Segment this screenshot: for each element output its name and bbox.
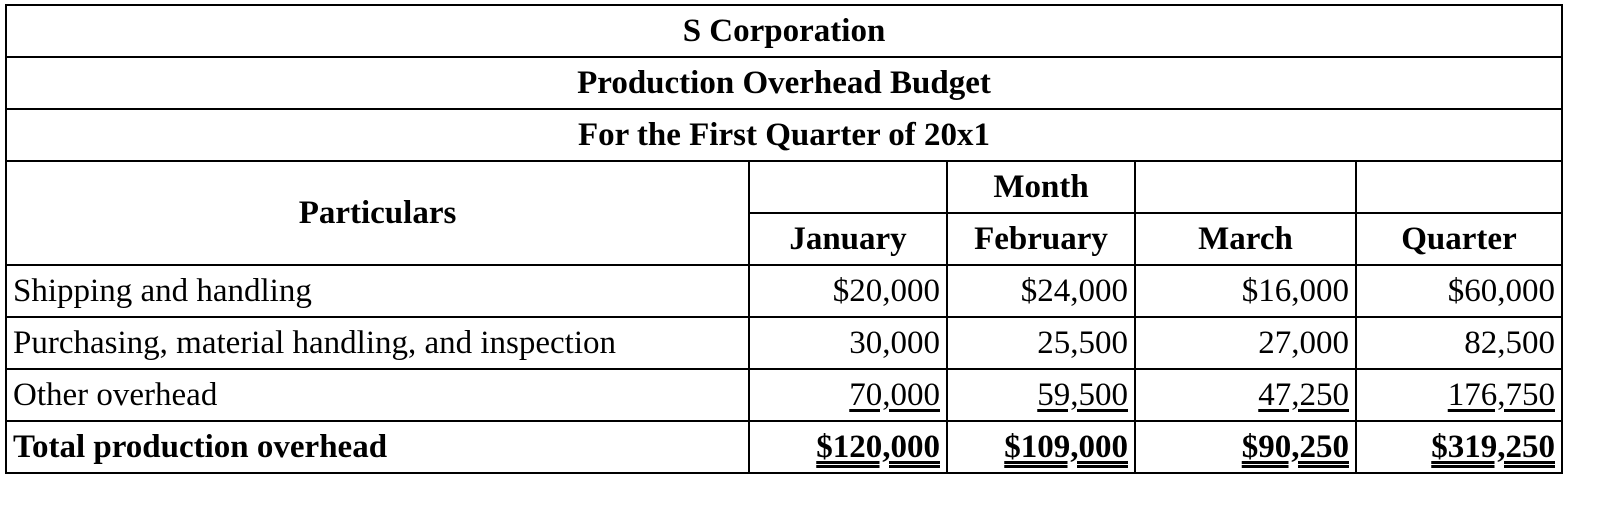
cell-march: [1135, 369, 1356, 421]
total-march: [1135, 421, 1356, 473]
header-spacer-march: [1135, 161, 1356, 213]
total-value: $109,000: [1004, 428, 1128, 465]
report-title: Production Overhead Budget: [6, 57, 1562, 109]
value-underlined: 176,750: [1447, 376, 1555, 413]
row-label: Purchasing, material handling, and inspection: [6, 317, 749, 369]
month-group-header: Month: [947, 161, 1135, 213]
cell-quarter: $60,000: [1356, 265, 1562, 317]
value-underlined: 47,250: [1258, 376, 1349, 413]
column-header-january: January: [749, 213, 947, 265]
company-name: S Corporation: [6, 5, 1562, 57]
total-quarter: [1356, 421, 1562, 473]
header-spacer-january: [749, 161, 947, 213]
total-january: [749, 421, 947, 473]
particulars-header: Particulars: [6, 161, 749, 265]
cell-february: $24,000: [947, 265, 1135, 317]
header-spacer-quarter: [1356, 161, 1562, 213]
header-row-1: [6, 161, 1562, 213]
value-underlined: 59,500: [1037, 376, 1128, 413]
total-value: $120,000: [816, 428, 940, 465]
budget-table-container: [5, 4, 1563, 474]
cell-march: $16,000: [1135, 265, 1356, 317]
total-row: [6, 421, 1562, 473]
total-value: $90,250: [1241, 428, 1349, 465]
cell-march: 27,000: [1135, 317, 1356, 369]
value-underlined: 70,000: [849, 376, 940, 413]
cell-january: 30,000: [749, 317, 947, 369]
column-header-quarter: Quarter: [1356, 213, 1562, 265]
company-row: [6, 5, 1562, 57]
total-value: $319,250: [1431, 428, 1555, 465]
cell-february: 25,500: [947, 317, 1135, 369]
table-row: [6, 369, 1562, 421]
period-row: [6, 109, 1562, 161]
column-header-march: March: [1135, 213, 1356, 265]
cell-quarter: 82,500: [1356, 317, 1562, 369]
total-february: [947, 421, 1135, 473]
column-header-february: February: [947, 213, 1135, 265]
row-label: Shipping and handling: [6, 265, 749, 317]
cell-january: [749, 369, 947, 421]
report-period: For the First Quarter of 20x1: [6, 109, 1562, 161]
row-label: Other overhead: [6, 369, 749, 421]
cell-quarter: [1356, 369, 1562, 421]
title-row: [6, 57, 1562, 109]
cell-january: $20,000: [749, 265, 947, 317]
table-row: [6, 265, 1562, 317]
table-row: [6, 317, 1562, 369]
cell-february: [947, 369, 1135, 421]
total-label: Total production overhead: [6, 421, 749, 473]
production-overhead-budget-table: [5, 4, 1563, 474]
